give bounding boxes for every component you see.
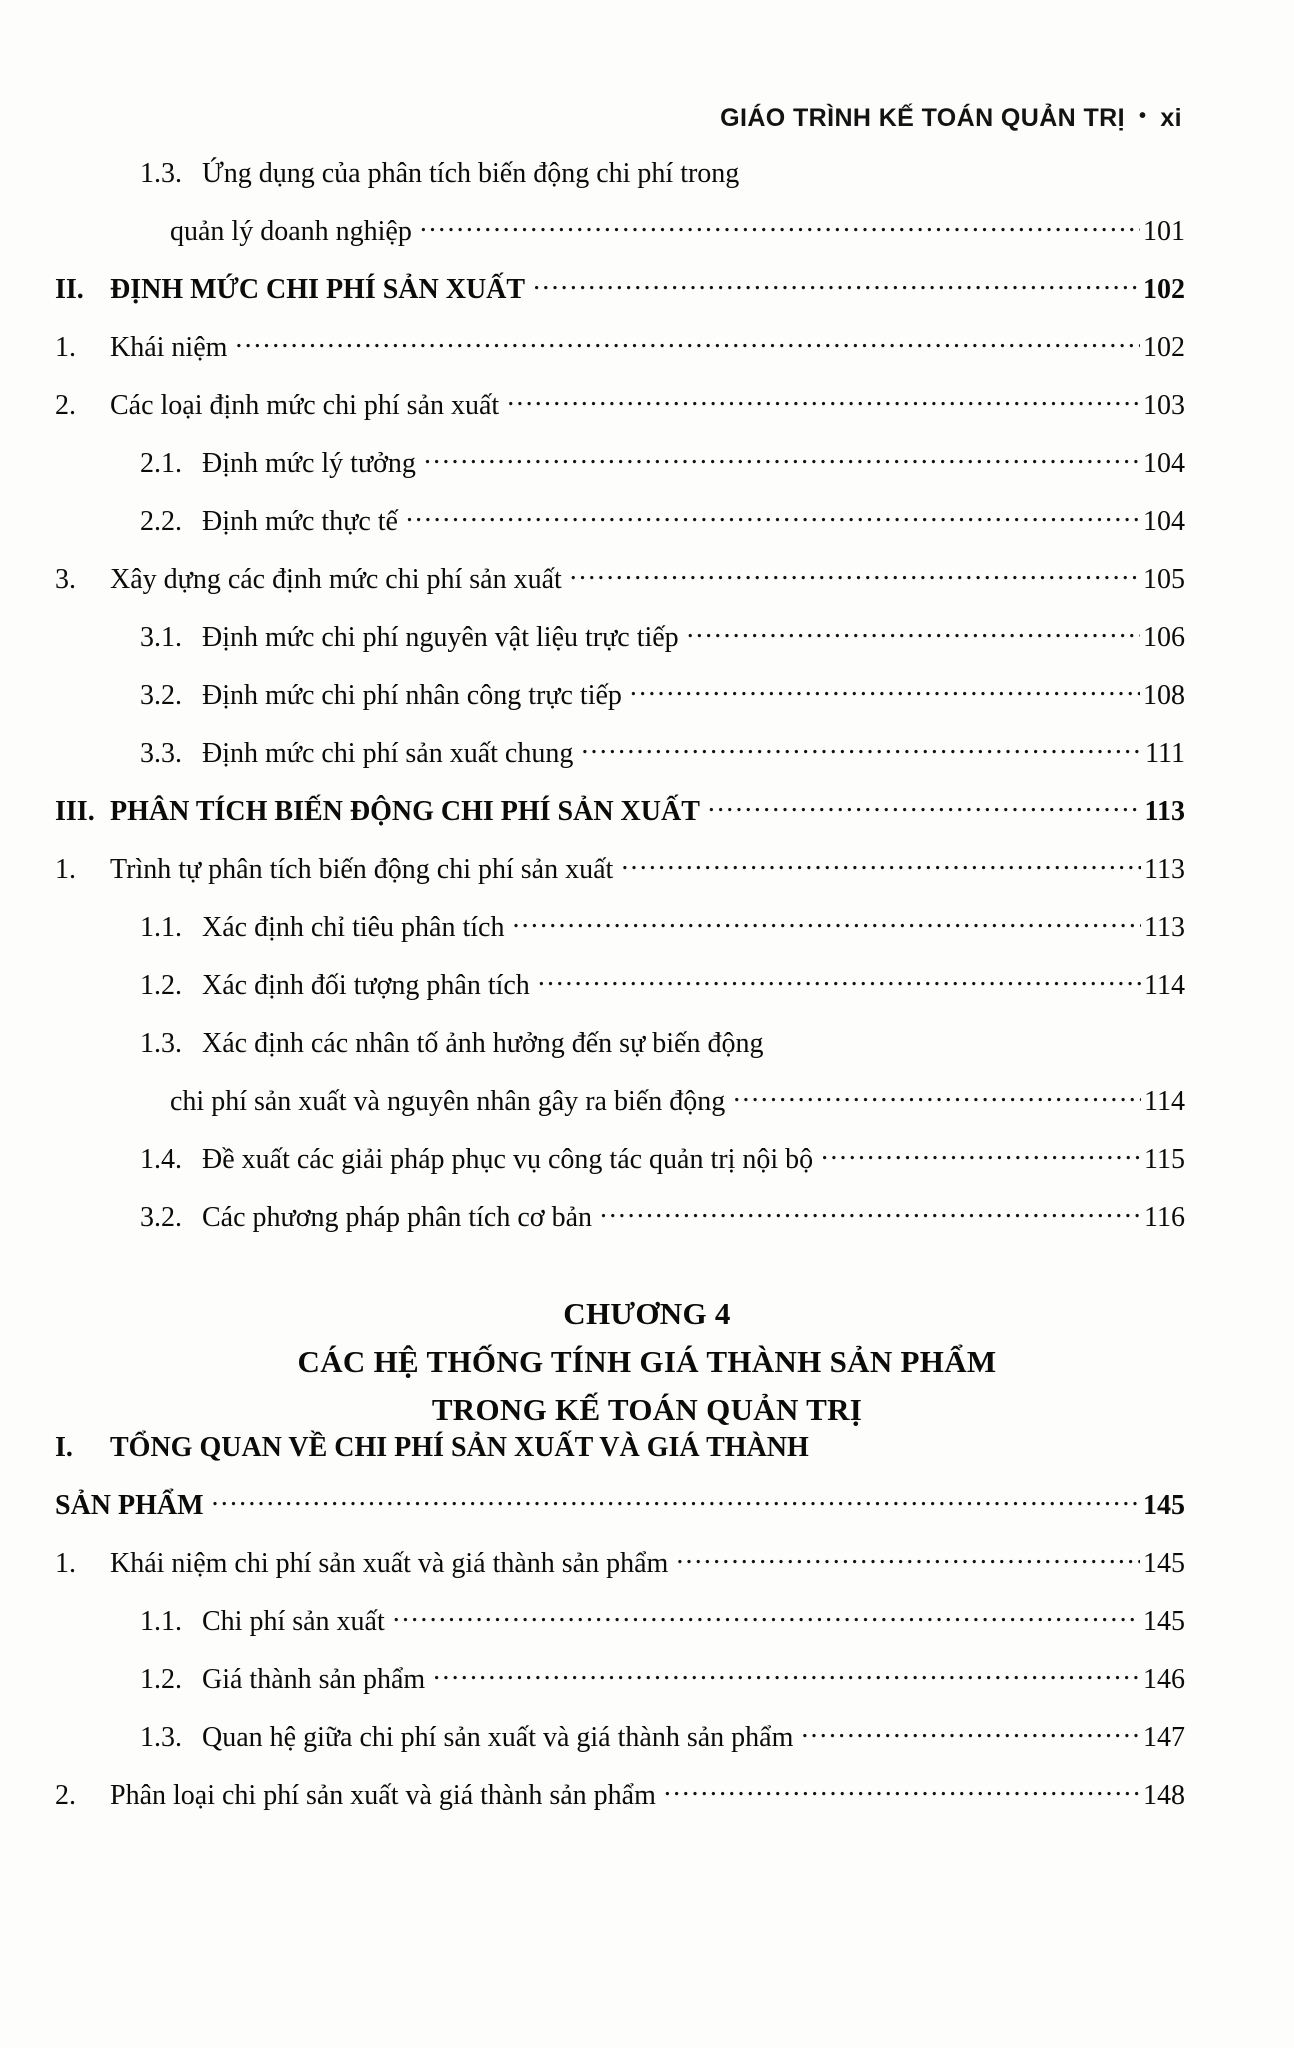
toc-dot-leader: [433, 1672, 1140, 1688]
toc-dot-leader: [581, 746, 1142, 762]
toc-dot-leader: [747, 166, 1182, 182]
chapter-title-line-2: TRONG KẾ TOÁN QUẢN TRỊ: [431, 1392, 863, 1428]
toc-dot-leader: [420, 224, 1140, 240]
toc-entry-label: chi phí sản xuất và nguyên nhân gây ra biến động: [170, 1086, 726, 1117]
toc-entry-number: 1.2.: [140, 1664, 182, 1696]
toc-entry-page-number: 102: [1143, 332, 1185, 363]
toc-entry-number: I.: [55, 1432, 73, 1464]
toc-dot-leader: [212, 1498, 1140, 1514]
toc-dot-leader: [533, 282, 1140, 298]
toc-entry-label: Định mức chi phí nhân công trực tiếp: [202, 680, 622, 711]
toc-entry-page-number: 105: [1143, 564, 1185, 595]
toc-entry-page-number: 147: [1143, 1722, 1185, 1754]
toc-entry[interactable]: [0, 972, 1294, 1030]
toc-entry-label: Định mức chi phí sản xuất chung: [202, 738, 574, 769]
toc-entry-number: 1.: [55, 1548, 76, 1580]
toc-entry[interactable]: [0, 1492, 1294, 1550]
toc-entry-label: Định mức lý tưởng: [202, 448, 416, 479]
toc-entry-page-number: 116: [1144, 1202, 1185, 1233]
toc-entry[interactable]: [0, 1088, 1294, 1146]
toc-entry-label: Định mức chi phí nguyên vật liệu trực tiếp: [202, 622, 679, 653]
toc-dot-leader: [393, 1614, 1140, 1630]
toc-entry-label: quản lý doanh nghiệp: [170, 216, 412, 247]
toc-entry[interactable]: [0, 1204, 1294, 1262]
toc-entry-label: PHÂN TÍCH BIẾN ĐỘNG CHI PHÍ SẢN XUẤT: [110, 796, 700, 827]
toc-entry-page-number: 103: [1143, 390, 1185, 421]
toc-entry-label: Định mức thực tế: [202, 506, 398, 537]
toc-entry-number: 1.: [55, 332, 76, 363]
toc-entry[interactable]: [0, 566, 1294, 624]
toc-entry[interactable]: [0, 276, 1294, 334]
toc-entry-label: Xác định đối tượng phân tích: [202, 970, 530, 1001]
toc-entry[interactable]: [0, 740, 1294, 798]
toc-entry-label: Khái niệm chi phí sản xuất và giá thành sản phẩm: [110, 1548, 669, 1580]
toc-dot-leader: [507, 398, 1140, 414]
toc-dot-leader: [538, 978, 1141, 994]
toc-entry[interactable]: [0, 450, 1294, 508]
toc-entry-page-number: 145: [1143, 1490, 1185, 1522]
toc-entry-label: Giá thành sản phẩm: [202, 1664, 426, 1696]
toc-dot-leader: [676, 1556, 1140, 1572]
chapter-title-line-1: CÁC HỆ THỐNG TÍNH GIÁ THÀNH SẢN PHẨM: [297, 1344, 997, 1380]
running-header: [720, 104, 1182, 133]
toc-dot-leader: [687, 630, 1140, 646]
toc-entry[interactable]: [0, 1146, 1294, 1204]
toc-entry-page-number: 114: [1144, 970, 1185, 1001]
toc-entry-number: 1.3.: [140, 1722, 182, 1754]
toc-entry[interactable]: [0, 856, 1294, 914]
toc-entry[interactable]: [0, 218, 1294, 276]
toc-entry-number: 1.1.: [140, 912, 182, 943]
toc-entry-label: Xác định chỉ tiêu phân tích: [202, 912, 505, 943]
toc-entry-number: 1.3.: [140, 158, 182, 189]
toc-entry-page-number: 113: [1144, 796, 1185, 827]
toc-entry-number: II.: [55, 274, 84, 305]
toc-entry-label: TỔNG QUAN VỀ CHI PHÍ SẢN XUẤT VÀ GIÁ THÀNH: [110, 1432, 809, 1464]
toc-entry-number: 1.1.: [140, 1606, 182, 1638]
toc-entry-label: Xác định các nhân tố ảnh hưởng đến sự biến động: [202, 1028, 764, 1059]
toc-entry-page-number: 145: [1143, 1606, 1185, 1638]
toc-entry[interactable]: [0, 1782, 1294, 1840]
toc-entry-page-number: 145: [1143, 1548, 1185, 1580]
toc-entry-number: 2.1.: [140, 448, 182, 479]
toc-entry-label: Quan hệ giữa chi phí sản xuất và giá thành sản phẩm: [202, 1722, 794, 1754]
toc-entry-page-number: 108: [1143, 680, 1185, 711]
toc-entry-number: 1.2.: [140, 970, 182, 1001]
toc-entries-after-chapter: [0, 1434, 1294, 1840]
toc-entry-number: 2.2.: [140, 506, 182, 537]
toc-entry[interactable]: [0, 914, 1294, 972]
toc-entry[interactable]: [0, 624, 1294, 682]
running-header-title: GIÁO TRÌNH KẾ TOÁN QUẢN TRỊ: [720, 104, 1125, 132]
page-folio: xi: [1160, 104, 1182, 132]
toc-entry-page-number: 104: [1143, 448, 1185, 479]
toc-dot-leader: [630, 688, 1140, 704]
toc-entry-number: 3.3.: [140, 738, 182, 769]
toc-entry-label: Phân loại chi phí sản xuất và giá thành sản phẩm: [110, 1780, 656, 1812]
toc-entry[interactable]: [0, 1608, 1294, 1666]
toc-entry-label: Ứng dụng của phân tích biến động chi phí trong: [202, 158, 740, 189]
toc-entry-page-number: 115: [1144, 1144, 1185, 1175]
toc-dot-leader: [621, 862, 1141, 878]
toc-entry[interactable]: [0, 1434, 1294, 1492]
toc-entry-page-number: 101: [1143, 216, 1185, 247]
toc-entry-page-number: 111: [1145, 738, 1185, 769]
toc-entry-label: Các loại định mức chi phí sản xuất: [110, 390, 500, 421]
toc-dot-leader: [235, 340, 1140, 356]
toc-entry-label: Chi phí sản xuất: [202, 1606, 385, 1638]
toc-entry-number: 1.: [55, 854, 76, 885]
toc-entry-number: 3.1.: [140, 622, 182, 653]
toc-entry-number: 3.: [55, 564, 76, 595]
toc-entries-before-chapter: [0, 160, 1294, 1262]
toc-entry-label: ĐỊNH MỨC CHI PHÍ SẢN XUẤT: [110, 274, 526, 305]
toc-entry[interactable]: [0, 798, 1294, 856]
toc-entry-label: Xây dựng các định mức chi phí sản xuất: [110, 564, 562, 595]
table-of-contents: [0, 160, 1294, 1840]
chapter-heading: [0, 1290, 1294, 1434]
toc-entry-number: 3.2.: [140, 1202, 182, 1233]
toc-entry-page-number: 106: [1143, 622, 1185, 653]
toc-dot-leader: [733, 1094, 1141, 1110]
toc-entry-number: III.: [55, 796, 95, 827]
toc-entry-number: 1.4.: [140, 1144, 182, 1175]
toc-entry-label: Đề xuất các giải pháp phục vụ công tác quản trị nội bộ: [202, 1144, 814, 1175]
toc-entry[interactable]: [0, 160, 1294, 218]
toc-dot-leader: [664, 1788, 1140, 1804]
running-header-separator: •: [1138, 105, 1147, 127]
chapter-number: CHƯƠNG 4: [563, 1296, 731, 1331]
toc-entry-label: SẢN PHẨM: [55, 1490, 204, 1522]
toc-entry-label: Khái niệm: [110, 332, 228, 363]
toc-entry-page-number: 102: [1143, 274, 1185, 305]
toc-entry-page-number: 113: [1144, 854, 1185, 885]
toc-entry[interactable]: [0, 1030, 1294, 1088]
toc-dot-leader: [512, 920, 1141, 936]
toc-entry[interactable]: [0, 334, 1294, 392]
toc-entry[interactable]: [0, 1666, 1294, 1724]
toc-entry-page-number: 113: [1144, 912, 1185, 943]
toc-dot-leader: [821, 1152, 1141, 1168]
toc-entry-page-number: 114: [1144, 1086, 1185, 1117]
toc-entry[interactable]: [0, 392, 1294, 450]
toc-entry-number: 3.2.: [140, 680, 182, 711]
toc-entry-number: 1.3.: [140, 1028, 182, 1059]
toc-dot-leader: [600, 1210, 1141, 1226]
toc-entry[interactable]: [0, 1724, 1294, 1782]
toc-entry-label: Trình tự phân tích biến động chi phí sản xuất: [110, 854, 614, 885]
toc-entry-number: 2.: [55, 390, 76, 421]
toc-entry-page-number: 104: [1143, 506, 1185, 537]
toc-entry[interactable]: [0, 682, 1294, 740]
toc-dot-leader: [406, 514, 1140, 530]
toc-entry-label: Các phương pháp phân tích cơ bản: [202, 1202, 593, 1233]
toc-dot-leader: [801, 1730, 1140, 1746]
toc-dot-leader: [708, 804, 1142, 820]
toc-dot-leader: [570, 572, 1140, 588]
toc-dot-leader: [424, 456, 1140, 472]
toc-entry[interactable]: [0, 1550, 1294, 1608]
toc-entry-number: 2.: [55, 1780, 76, 1812]
toc-entry-page-number: 146: [1143, 1664, 1185, 1696]
toc-entry-page-number: 148: [1143, 1780, 1185, 1812]
toc-entry[interactable]: [0, 508, 1294, 566]
toc-dot-leader: [771, 1036, 1182, 1052]
toc-dot-leader: [817, 1440, 1182, 1456]
